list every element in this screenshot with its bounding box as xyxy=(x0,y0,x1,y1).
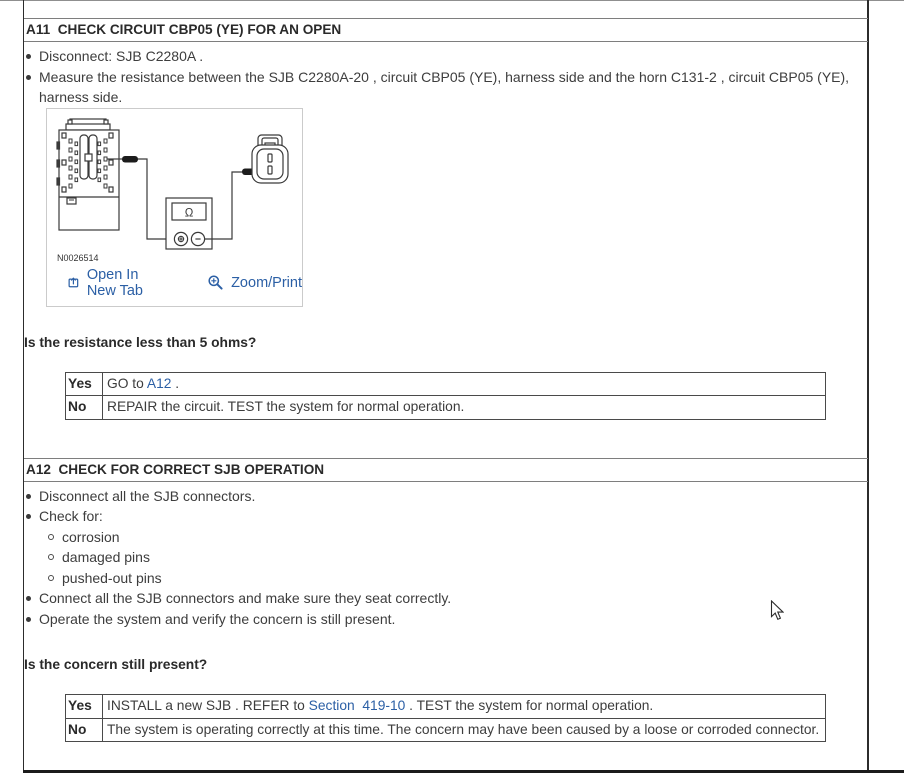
a11-results-table xyxy=(65,372,826,420)
check-sub-item: corrosion xyxy=(24,527,868,548)
mouse-cursor-icon xyxy=(770,600,784,621)
no-cell: No xyxy=(66,718,103,742)
yes-cell: Yes xyxy=(66,372,103,396)
figure-inner xyxy=(47,109,302,306)
a12-step-list xyxy=(24,486,868,630)
action-text: INSTALL a new SJB . REFER to xyxy=(107,698,309,714)
a11-step-list xyxy=(24,46,868,108)
link-a12[interactable]: A12 xyxy=(146,375,172,391)
a12-question: Is the concern still present? xyxy=(24,657,208,673)
a12-results-table xyxy=(65,694,826,742)
action-text: GO to xyxy=(107,375,147,391)
procedure-step: Measure the resistance between the SJB C2280A-20 , circuit CBP05 (YE), harness side and the horn C131-2 , circuit CBP05 (YE), harness side. xyxy=(24,67,868,108)
page-border-bottom xyxy=(23,770,904,773)
table-row-yes xyxy=(66,372,826,396)
section-header-a11: A11 CHECK CIRCUIT CBP05 (YE) FOR AN OPEN xyxy=(24,18,868,42)
ohmmeter-symbol: Ω xyxy=(184,207,194,219)
procedure-step: Operate the system and verify the concern is still present. xyxy=(24,609,868,630)
procedure-step: Disconnect all the SJB connectors. xyxy=(24,486,868,507)
figure-box xyxy=(46,108,303,307)
open-in-new-tab-label: Open In New Tab xyxy=(86,266,143,299)
yes-action-cell xyxy=(103,695,826,719)
yes-cell: Yes xyxy=(66,695,103,719)
section-header-a12: A12 CHECK FOR CORRECT SJB OPERATION xyxy=(24,458,868,482)
action-text: . TEST the system for normal operation. xyxy=(405,698,654,714)
procedure-step: Check for: xyxy=(24,506,868,527)
table-row-no xyxy=(66,718,826,742)
table-row-no xyxy=(66,396,826,420)
procedure-step: Connect all the SJB connectors and make sure they seat correctly. xyxy=(24,588,868,609)
zoom-print-icon xyxy=(207,274,224,291)
no-action-cell: REPAIR the circuit. TEST the system for normal operation. xyxy=(103,396,826,420)
check-sub-item: damaged pins xyxy=(24,547,868,568)
open-in-new-tab-link[interactable] xyxy=(67,267,171,299)
wiring-diagram-image xyxy=(56,117,294,252)
zoom-print-link[interactable] xyxy=(207,274,302,291)
yes-action-cell xyxy=(103,372,826,396)
pinpoint-test-content xyxy=(24,0,868,742)
figure-id-label: N0026514 xyxy=(57,252,99,263)
no-action-cell: The system is operating correctly at this time. The concern may have been caused by a loose or corroded connector. xyxy=(103,718,826,742)
zoom-print-label: Zoom/Print xyxy=(231,274,302,291)
open-in-new-tab-icon xyxy=(67,274,80,291)
figure-link-bar xyxy=(56,263,302,306)
table-row-yes xyxy=(66,695,826,719)
procedure-step: Disconnect: SJB C2280A . xyxy=(24,46,868,67)
no-cell: No xyxy=(66,396,103,420)
a11-question: Is the resistance less than 5 ohms? xyxy=(24,334,257,350)
check-sub-item: pushed-out pins xyxy=(24,568,868,589)
action-text: . xyxy=(171,375,180,391)
link-section-419-10[interactable]: Section 419-10 xyxy=(308,698,406,714)
